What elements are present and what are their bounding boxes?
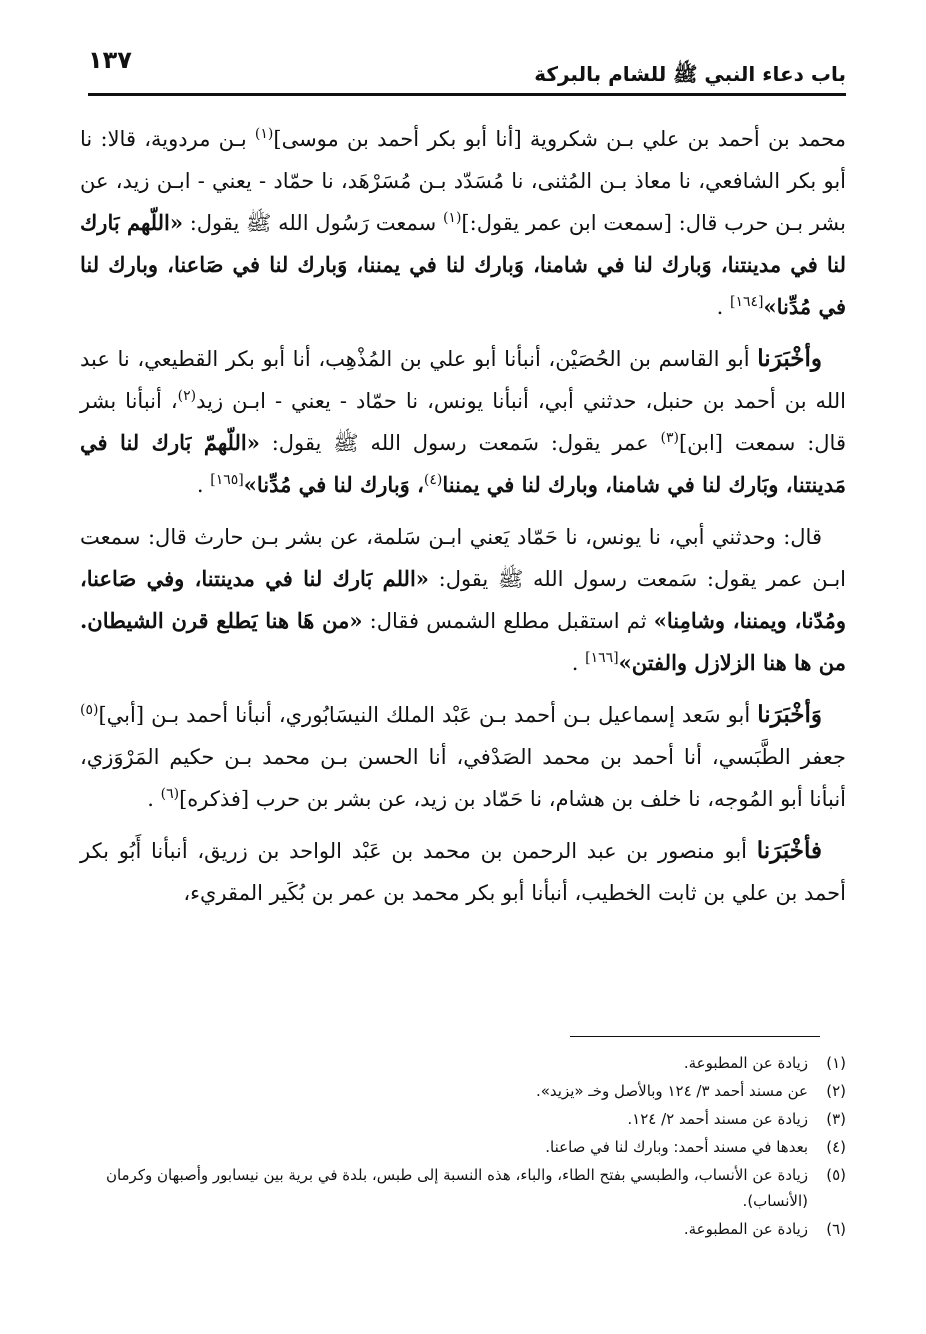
footnote-item (70, 1078, 846, 1104)
footnotes (70, 1050, 846, 1244)
text-segment: ، أنبأنا بشر قال: سمعت [ابن] (80, 389, 846, 455)
hadith-quote: «اللم بَارك لنا في مدينتنا، وفي صَاعنا، ومُدّنا، ويمننا، وشامِنا» (80, 566, 846, 633)
main-text (80, 118, 846, 924)
footnote-marker: (١) (442, 210, 462, 226)
hadith-number: [١٦٦] (585, 650, 619, 666)
header-rule (88, 93, 846, 96)
paragraph-2 (80, 338, 846, 506)
page-number: ١٣٧ (88, 46, 132, 74)
hadith-number: [١٦٤] (730, 294, 764, 310)
paragraph-1 (80, 118, 846, 328)
text-segment: . (147, 787, 161, 811)
footnote-number: (٣) (826, 1110, 846, 1128)
text-segment: سمعت رَسُول الله ﷺ يقول: (183, 211, 443, 235)
text-segment: محمد بن أحمد بن علي بـن شكروية [أنا أبو بكر أحمد بن موسى] (273, 127, 846, 151)
footnote-item (70, 1162, 846, 1214)
footnote-item (70, 1050, 846, 1076)
hadith-number: [١٦٥] (210, 472, 244, 488)
text-segment: . (571, 651, 586, 675)
footnote-marker: (٣) (660, 430, 679, 446)
footnote-number: (٢) (826, 1082, 846, 1100)
paragraph-3 (80, 516, 846, 684)
footnote-rule (570, 1036, 820, 1037)
text-segment: أبو منصور بن عبد الرحمن بن محمد بن عَبْد الواحد بن زريق، أنبأنا أَبُو بكر أحمد بن علي بن ثابت الخطيب، أنبأنا أبو بكر محمد بن عمر بن بُكَير المقريء، (80, 839, 846, 905)
footnote-number: (١) (826, 1054, 846, 1072)
footnote-text: زيادة عن المطبوعة. (683, 1054, 808, 1072)
running-title: باب دعاء النبي ﷺ للشام بالبركة (534, 62, 846, 86)
paragraph-4 (80, 694, 846, 820)
footnote-marker: (٦) (160, 786, 180, 802)
footnote-item (70, 1216, 846, 1242)
paragraph-5 (80, 830, 846, 914)
footnote-number: (٦) (826, 1220, 846, 1238)
lead-word: وَأخْبَرَنا (757, 701, 822, 728)
text-segment: جعفر الطَّبَسي، أنا أحمد بن محمد الصَدْفي، أنا الحسن بـن محمد بـن حكيم المَرْوَزي، أنبأنا أبو المُوجه، نا خلف بن هشام، نا حَمّاد بن زيد، عن بشر بن حرب [فذكره] (80, 745, 846, 811)
text-segment: أبو سَعد إسماعيل بـن أحمد بـن عَبْد الملك النيسَابُوري، أنبأنا أحمد بـن [أبي] (98, 703, 758, 727)
footnote-text: بعدها في مسند أحمد: وبارك لنا في صاعنا. (545, 1138, 808, 1156)
text-segment: . (196, 473, 211, 497)
text-segment: أبو القاسم بن الحُصَيْن، أنبأنا أبو علي بن المُذْهِب، أنا أبو بكر القطيعي، نا عبد الله بن أحمد بن حنبل، حدثني أبي، أنبأنا يونس، نا حمّاد - يعني - ابـن زيد (80, 347, 846, 413)
text-segment: بـن مردوية، قالا: نا أبو بكر الشافعي، نا معاذ بـن المُثنى، نا مُسَدّد بـن مُسَرْهَد، نا حمّاد - يعني - ابـن زيد، عن بشر بـن حرب قال: [سمعت ابن عمر يقول:] (80, 127, 846, 235)
footnote-item (70, 1134, 846, 1160)
footnote-marker: (٢) (177, 388, 197, 404)
footnote-number: (٤) (826, 1138, 846, 1156)
text-segment: قال: وحدثني أبي، نا يونس، نا حَمّاد يَعني ابـن سَلمة، عن بشر بـن حارث قال: سمعت ابـن عمر يقول: سَمعت رسول الله ﷺ يقول: (80, 525, 847, 591)
footnote-text: زيادة عن الأنساب، والطبسي بفتح الطاء، والباء، هذه النسبة إلى طبس، بلدة في برية بين نيسابور وأصبهان وكرمان (الأنساب). (105, 1166, 808, 1210)
text-segment: عمر يقول: سَمعت رسول الله ﷺ يقول: (259, 431, 661, 455)
lead-word: فأخْبَرَنا (756, 837, 822, 864)
footnote-number: (٥) (826, 1166, 846, 1184)
hadith-quote: «اللّهمّ بَارك لنا في مَدينتنا، وبَارك لنا في شامنا، وبارك لنا في يمننا (80, 430, 846, 497)
footnote-item (70, 1106, 846, 1132)
footnote-text: زيادة عن المطبوعة. (683, 1220, 808, 1238)
hadith-quote: ، وَبارك لنا في مُدِّنا» (243, 472, 424, 497)
footnote-marker: (٤) (423, 472, 443, 488)
text-segment: ثم استقبل مطلع الشمس فقال: (362, 609, 654, 633)
hadith-quote: «اللّهم بَارك لنا في مدينتنا، وَبارك لنا في شامنا، وَبارك لنا في يمننا، وَبارك لنا في صَاعنا، وبارك لنا في مُدِّنا» (80, 210, 846, 319)
footnote-marker: (٥) (80, 702, 99, 718)
footnote-text: عن مسند أحمد ٣/ ١٢٤ وبالأصل وخـ «يزيد». (535, 1082, 808, 1100)
footnote-text: زيادة عن مسند أحمد ٢/ ١٢٤. (627, 1110, 808, 1128)
hadith-quote: «من هَا هنا يَطلع قرن الشيطان. من ها هنا الزلازل والفتن» (80, 608, 846, 675)
lead-word: وأخْبَرَنا (757, 345, 822, 372)
text-segment: . (716, 295, 730, 319)
footnote-marker: (١) (254, 126, 274, 142)
